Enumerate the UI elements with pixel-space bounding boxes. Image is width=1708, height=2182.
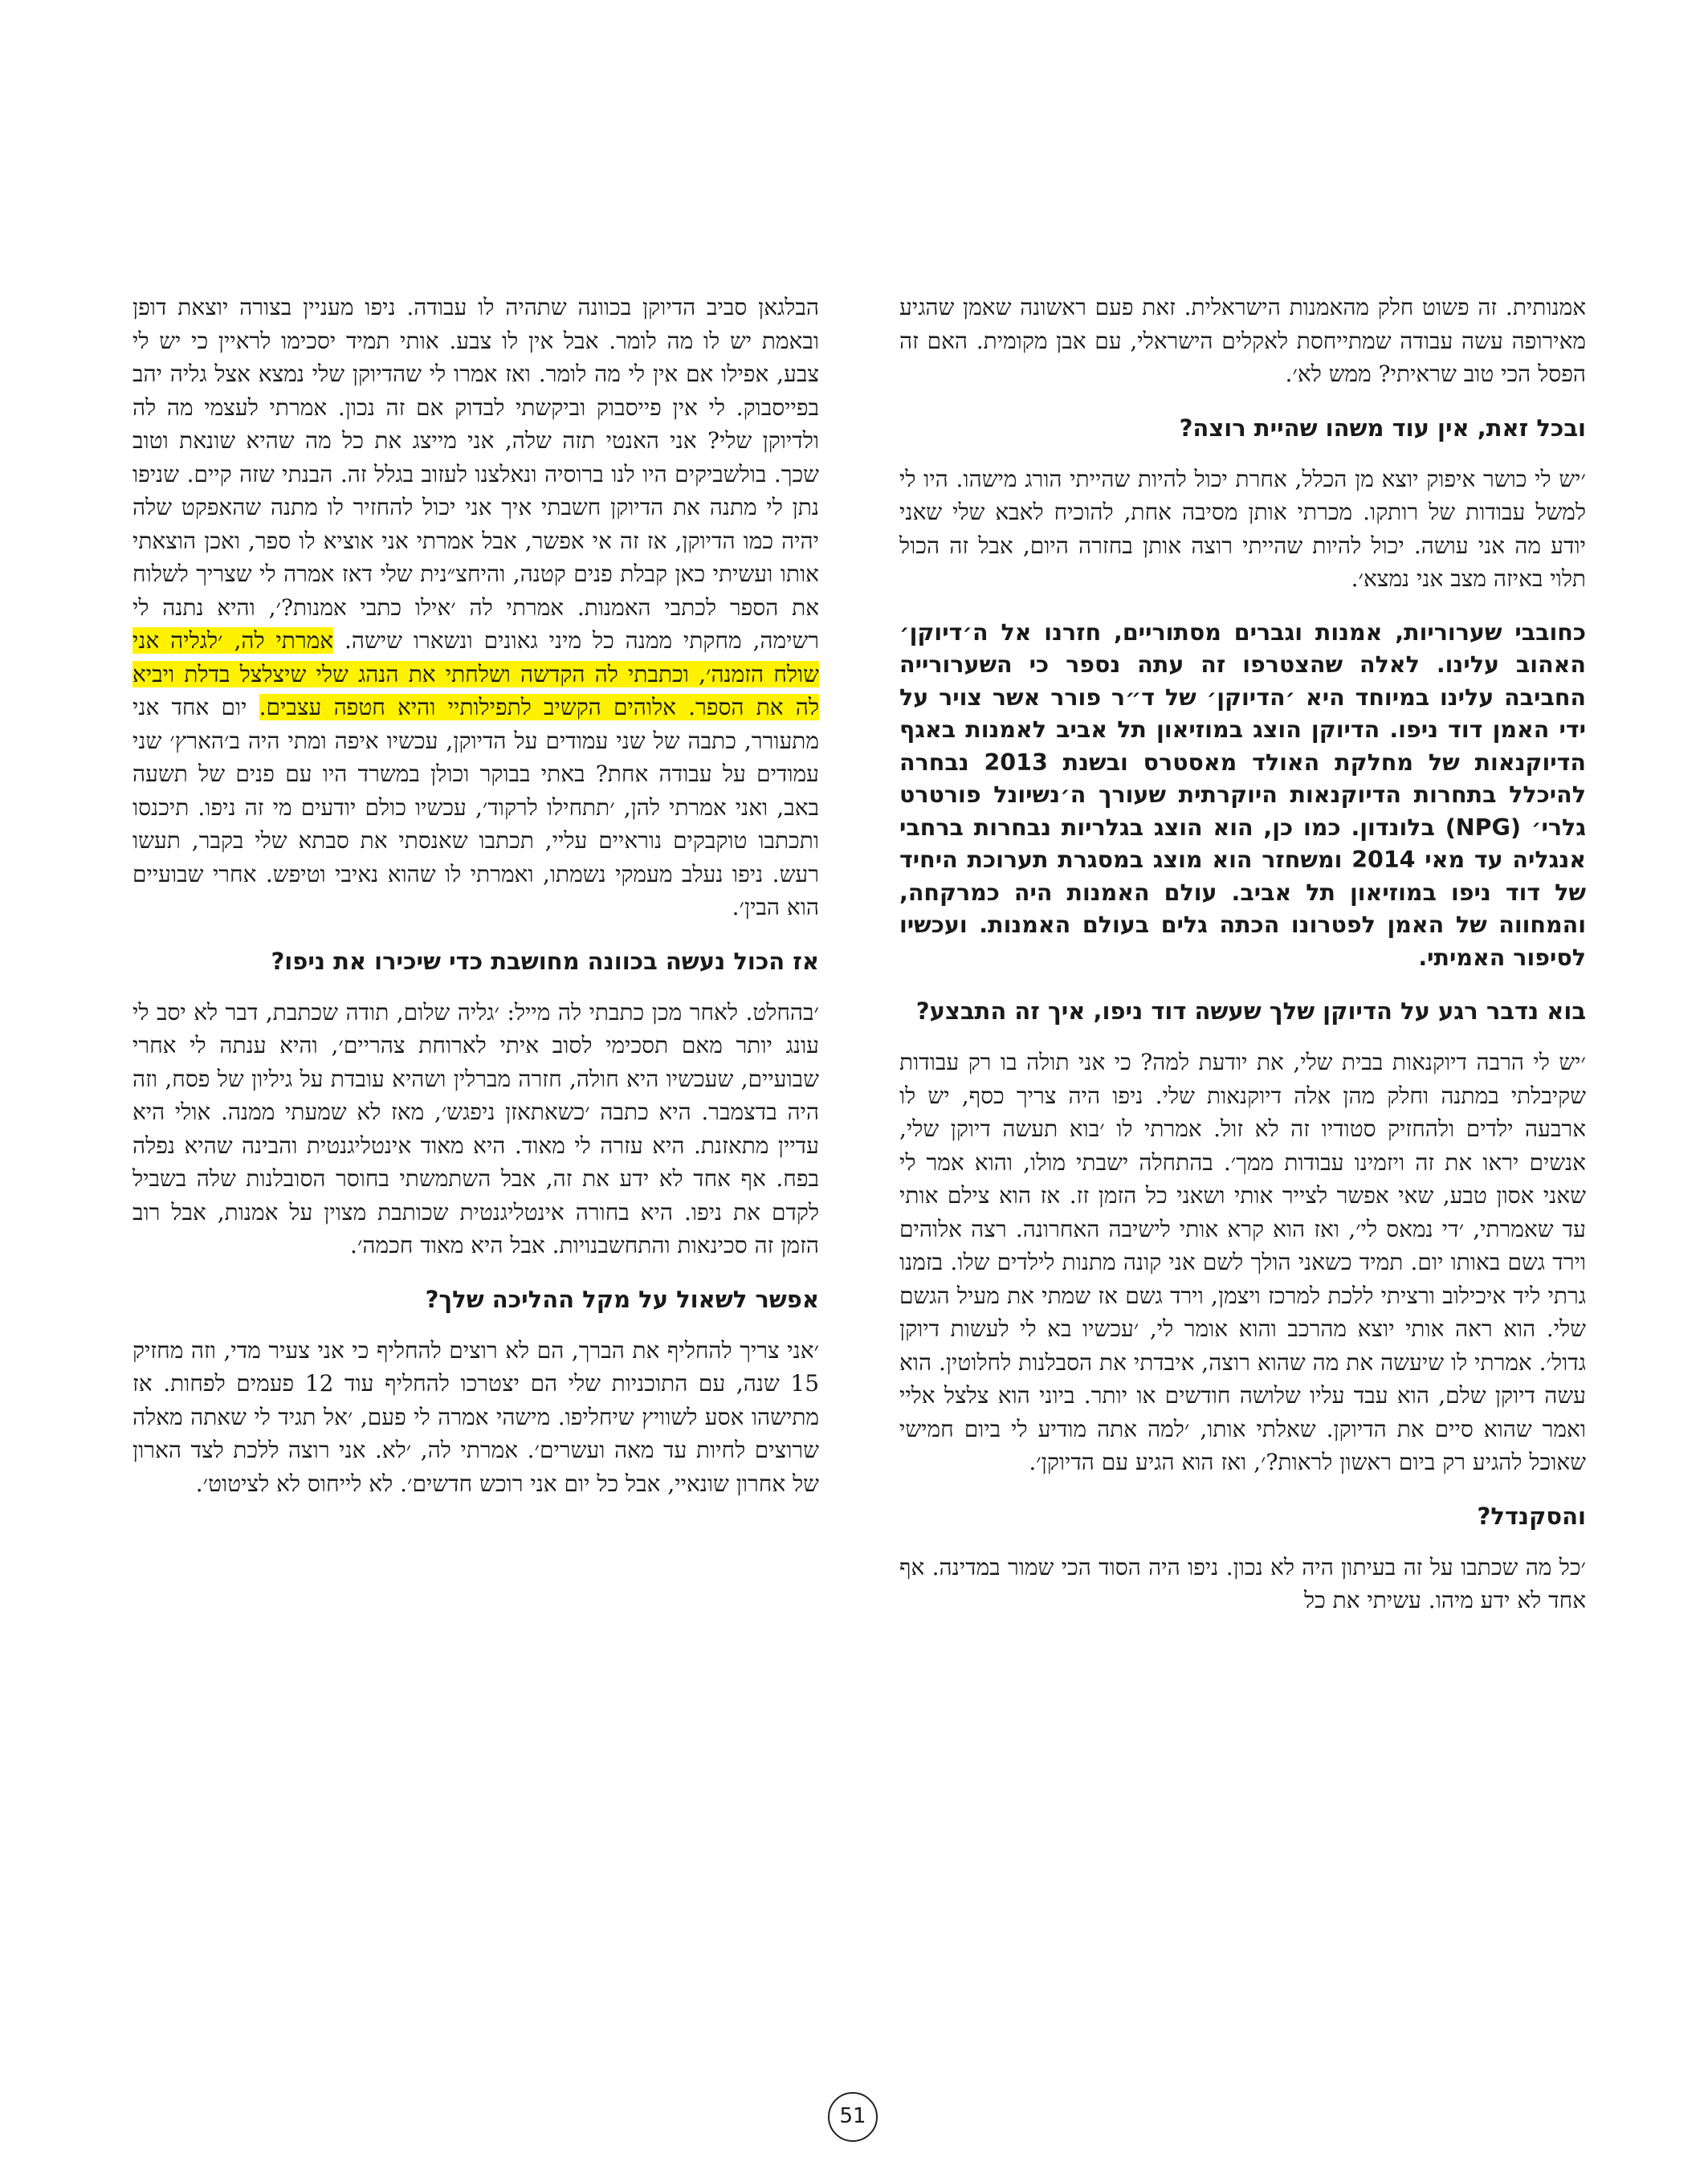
interview-question: אפשר לשאול על מקל ההליכה שלך? <box>425 1285 819 1313</box>
paragraph: ׳כל מה שכתבו על זה בעיתון היה לא נכון. ניפו היה הסוד הכי שמור במדינה. אף אחד לא ידע מיהו. עשיתי את כל <box>899 1553 1586 1613</box>
paragraph-with-highlight <box>132 291 819 924</box>
left-column <box>132 291 819 1521</box>
paragraph: ׳אני צריך להחליף את הברך, הם לא רוצים להחליף כי אני צעיר מדי, וזה מחזיק 15 שנה, עם התוכניות שלי הם יצטרכו להחליף עוד 12 פעמים לפחות. אז מתישהו אסע לשוויץ שיחליפו. מישהי אמרה לי פעם, ׳אל תגיד לי שאתה מאלה שרוצים לחיות עד מאה ועשרים׳. אמרתי לה, ׳לא. אני רוצה ללכת לצד הארון של אחרון שונאיי, אבל כל יום אני רוכש חדשים׳. לא לייחוס לא לציטוט׳. <box>132 1336 820 1497</box>
paragraph-text: יום אחד אני מתעורר, כתבה של שני עמודים על הדיוקן, עכשיו איפה ומתי היה ב׳הארץ׳ שני עמודים על עבודה אחת? באתי בבוקר וכולן במשרד היו עם פנים של תשעה באב, ואני אמרתי להן, ׳תתחילו לרקוד׳, עכשיו כולם יודעים מי זה ניפו. תיכנסו ותכתבו טוקבקים נוראיים עליי, תכתבו שאנסתי את סבתא שלי בקבר, תעשו רעש. ניפו נעלב מעמקי נשמתו, ואמרתי לו שהוא נאיבי וטיפש. אחרי שבועיים הוא הבין׳. <box>132 694 819 920</box>
right-column <box>899 291 1586 1638</box>
paragraph: אמנותית. זה פשוט חלק מהאמנות הישראלית. זאת פעם ראשונה שאמן שהגיע מאירופה עשה עבודה שמתייחסת לאקלים הישראלי, עם אבן מקומית. האם זה הפסל הכי טוב שראיתי? ממש לא׳. <box>899 294 1586 387</box>
interview-question: ובכל זאת, אין עוד משהו שהיית רוצה? <box>1179 414 1586 442</box>
bold-intro-paragraph: כחובבי שערוריות, אמנות וגברים מסתוריים, חזרנו אל ה׳דיוקן׳ האהוב עלינו. לאלה שהצטרפו זה עתה נספר כי השערורייה החביבה עלינו במיוחד היא ׳הדיוקן׳ של ד״ר פורר אשר צויר על ידי האמן דוד ניפו. הדיוקן הוצג במוזיאון תל אביב לאמנות באגף הדיוקנאות של מחלקת האולד מאסטרס ובשנת 2013 נבחרה להיכלל בתחרות הדיוקנאות היוקרתית שעורך ה׳נשיונל פורטרט גלרי׳ (NPG) בלונדון. כמו כן, הוא הוצג בגלריות נבחרות ברחבי אנגליה עד מאי 2014 ומשחזר הוא מוצג במסגרת תערוכת היחיד של דוד ניפו במוזיאון תל אביב. עולם האמנות היה כמרקחה, והמחווה של האמן לפטרונו הכתה גלים בעולם האמנות. ועכשיו לסיפור האמיתי. <box>899 618 1586 971</box>
interview-question: אז הכול נעשה בכוונה מחושבת כדי שיכירו את ניפו? <box>271 947 819 975</box>
page-number: 51 <box>828 2092 878 2142</box>
paragraph: ׳יש לי כושר איפוק יוצא מן הכלל, אחרת יכול להיות שהייתי הורג מישהו. היו לי למשל עבודות של רותקו. מכרתי אותן מסיבה אחת, להוכיח לאבא שלי שאני יודע מה אני עושה. יכול להיות שהייתי רוצה אותן בחזרה היום, אבל זה הכול תלוי באיזה מצב אני נמצא׳. <box>899 465 1586 592</box>
paragraph-text: הבלגאן סביב הדיוקן בכוונה שתהיה לו עבודה. ניפו מעניין בצורה יוצאת דופן ובאמת יש לו מה לומר. אבל אין לו צבע. אותי תמיד יסכימו לראיין כי יש לי צבע, אפילו אם אין לי מה לומר. ואז אמרו לי שהדיוקן שלי נמצא אצל גליה יהב בפייסבוק. לי אין פייסבוק וביקשתי לבדוק אם זה נכון. אמרתי לעצמי מה לה ולדיוקן שלי? אני האנטי תזה שלה, אני מייצג את כל מה שהיא שונאת וטוב שכך. בולשביקים היו לנו ברוסיה ונאלצנו לעזוב בגלל זה. הבנתי שזה קיים. שניפו נתן לי מתנה את הדיוקן חשבתי איך אני יכול להחזיר לו מתנה שהאפקט שלה יהיה כמו הדיוקן, אז זה אי אפשר, אבל אמרתי אני אוציא לו ספר, ואכן הוצאתי אותו ועשיתי כאן קבלת פנים קטנה, והיחצ״נית שלי דאז אמרה לי שצריך לשלוח את הספר לכתבי האמנות. אמרתי לה ׳אילו כתבי אמנות?׳, והיא נתנה לי רשימה, מחקתי ממנה כל מיני גאונים ונשארו שישה. <box>132 294 820 654</box>
interview-question: והסקנדל? <box>1477 1502 1586 1530</box>
interview-question: בוא נדבר רגע על הדיוקן שלך שעשה דוד ניפו, איך זה התבצע? <box>915 997 1586 1025</box>
paragraph: ׳בהחלט. לאחר מכן כתבתי לה מייל: ׳גליה שלום, תודה שכתבת, דבר לא יסב לי עונג יותר מאם תסכימי לסוב איתי לארוחת צהריים׳, והיא ענתה לי אחרי שבועיים, שעכשיו היא חולה, חזרה מברלין ושהיא עובדת על גיליון של פסח, וזה היה בדצמבר. היא כתבה ׳כשאתאזן ניפגש׳, מאז לא שמעתי ממנה. אולי היא עדיין מתאזנת. היא עזרה לי מאוד. היא מאוד אינטליגנטית והבינה שהיא נפלה בפח. אף אחד לא ידע את זה, אבל השתמשתי בחוסר הסובלנות שלה בשביל לקדם את ניפו. היא בחורה אינטליגנטית שכותבת מצוין על אמנות, אבל רוב הזמן זה סכינאות והתחשבנויות. אבל היא מאוד חכמה׳. <box>132 998 819 1258</box>
highlighted-text: אמרתי לה, ׳לגליה אני שולח הזמנה׳, וכתבתי לה הקדשה ושלחתי את הנהג שלי שיצלצל בדלת ויביא לה את הספר. אלוהים הקשיב לתפילותיי והיא חטפה עצבים. <box>132 627 819 720</box>
paragraph: ׳יש לי הרבה דיוקנאות בבית שלי, את יודעת למה? כי אני תולה בו רק עבודות שקיבלתי במתנה וחלק מהן אלה דיוקנאות שלי. ניפו היה צריך כסף, יש לו ארבעה ילדים ולהחזיק סטודיו זה לא זול. אמרתי לו ׳בוא תעשה דיוקן שלי, אנשים יראו את זה ויזמינו עבודות ממך׳. בהתחלה ישבתי מולו, והוא אמר לי שאני אסון טבע, שאי אפשר לצייר אותי ושאני כל הזמן זז. אז הוא צילם אותי עד שאמרתי, ׳די נמאס לי׳, ואז הוא קרא אותי לישיבה האחרונה. רצה אלוהים וירד גשם באותו יום. תמיד כשאני הולך לשם אני קונה מתנות לילדים שלו. בזמנו גרתי ליד איכילוב ורציתי ללכת למרכז ויצמן, וירד גשם אז שמתי את מעיל הגשם שלי. הוא ראה אותי יוצא מהרכב והוא אומר לי, ׳עכשיו בא לי לעשות דיוקן גדול׳. אמרתי לו שיעשה את מה שהוא רוצה, איבדתי את הסבלנות לחלוטין. הוא עשה דיוקן שלם, הוא עבד עליו שלושה חודשים או יותר. ביוני הוא צלצל אליי ואמר שהוא סיים את הדיוקן. שאלתי אותו, ׳למה אתה מודיע לי ביום חמישי שאוכל להגיע רק ביום ראשון לראות?׳, ואז הוא הגיע עם הדיוקן׳. <box>899 1049 1586 1475</box>
